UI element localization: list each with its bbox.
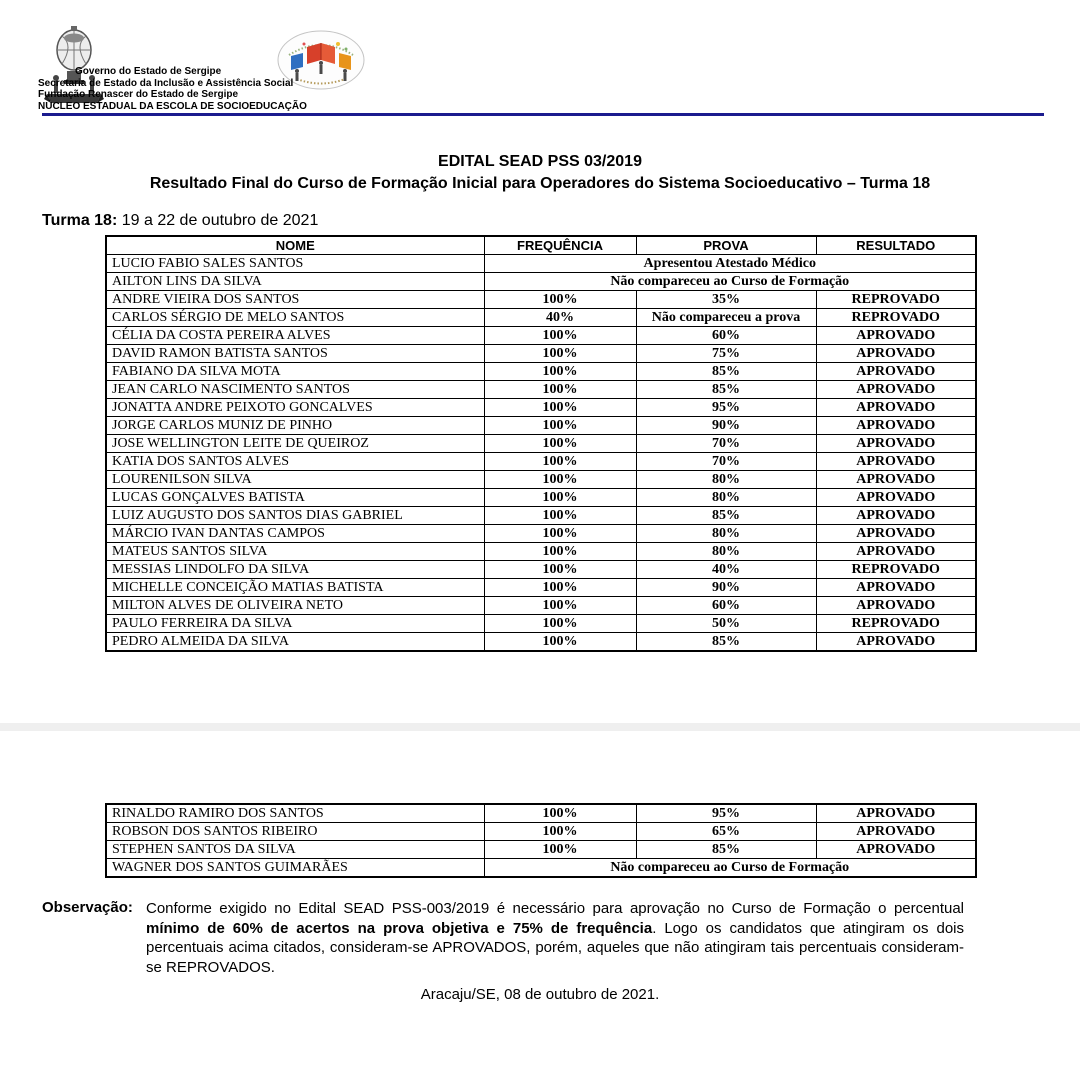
result-cell: APROVADO — [816, 417, 976, 435]
exam-score-cell: 90% — [636, 579, 816, 597]
table-row — [106, 273, 976, 291]
table-row — [106, 804, 976, 823]
frequency-cell: 100% — [484, 471, 636, 489]
table-row — [106, 615, 976, 633]
candidate-name-cell: MILTON ALVES DE OLIVEIRA NETO — [106, 597, 484, 615]
org-line-secretaria: Secretaria de Estado da Inclusão e Assistência Social — [38, 77, 294, 89]
frequency-cell: 100% — [484, 345, 636, 363]
org-line-nucleo: NÚCLEO ESTADUAL DA ESCOLA DE SOCIOEDUCAÇÃO — [38, 100, 307, 112]
result-cell: REPROVADO — [816, 291, 976, 309]
exam-score-cell: 60% — [636, 597, 816, 615]
exam-score-cell: 85% — [636, 381, 816, 399]
merged-status-cell: Não compareceu ao Curso de Formação — [484, 273, 976, 291]
exam-score-cell: 80% — [636, 489, 816, 507]
exam-score-cell: 95% — [636, 399, 816, 417]
result-cell: APROVADO — [816, 525, 976, 543]
candidate-name-cell: CÉLIA DA COSTA PEREIRA ALVES — [106, 327, 484, 345]
result-cell: REPROVADO — [816, 615, 976, 633]
candidate-name-cell: MATEUS SANTOS SILVA — [106, 543, 484, 561]
candidate-name-cell: JONATTA ANDRE PEIXOTO GONCALVES — [106, 399, 484, 417]
exam-score-cell: 90% — [636, 417, 816, 435]
turma-dates-line — [42, 212, 318, 230]
turma-dates: 19 a 22 de outubro de 2021 — [117, 212, 319, 229]
frequency-cell: 100% — [484, 823, 636, 841]
frequency-cell: 100% — [484, 363, 636, 381]
observacao-text-segment: mínimo de 60% de acertos na prova objetiva e 75% de frequência — [146, 919, 653, 937]
exam-score-cell: 70% — [636, 435, 816, 453]
table-row — [106, 381, 976, 399]
candidate-name-cell: DAVID RAMON BATISTA SANTOS — [106, 345, 484, 363]
observacao-text-segment: Conforme exigido no Edital SEAD PSS-003/2019 é necessário para aprovação no Curso de Formação o percentual — [146, 900, 964, 917]
table-row — [106, 399, 976, 417]
exam-score-cell: 70% — [636, 453, 816, 471]
table-row — [106, 525, 976, 543]
candidate-name-cell: ANDRE VIEIRA DOS SANTOS — [106, 291, 484, 309]
table-row — [106, 255, 976, 273]
exam-score-cell: 85% — [636, 633, 816, 652]
result-cell: APROVADO — [816, 363, 976, 381]
candidate-name-cell: CARLOS SÉRGIO DE MELO SANTOS — [106, 309, 484, 327]
exam-score-cell: 65% — [636, 823, 816, 841]
candidate-name-cell: AILTON LINS DA SILVA — [106, 273, 484, 291]
exam-score-cell: 50% — [636, 615, 816, 633]
page-break-band — [0, 723, 1080, 731]
org-line-fundacao: Fundação Renascer do Estado de Sergipe — [38, 89, 239, 100]
table-row — [106, 291, 976, 309]
observacao-text-segment: . Logo os candidatos que atingiram os dois percentuais acima citados, consideram-se APROVADOS, porém, aqueles que não atingiram tais percentuais consideram-se REPROVADOS. — [146, 919, 964, 976]
table-row — [106, 597, 976, 615]
result-cell: APROVADO — [816, 579, 976, 597]
observacao-label: Observação: — [42, 899, 133, 916]
merged-status-cell: Não compareceu ao Curso de Formação — [484, 859, 976, 878]
table-row — [106, 435, 976, 453]
exam-score-cell: 85% — [636, 507, 816, 525]
frequency-cell: 100% — [484, 417, 636, 435]
table-row — [106, 823, 976, 841]
table-row — [106, 417, 976, 435]
candidate-name-cell: LOURENILSON SILVA — [106, 471, 484, 489]
candidate-name-cell: PAULO FERREIRA DA SILVA — [106, 615, 484, 633]
exam-score-cell: 85% — [636, 841, 816, 859]
exam-score-cell: 80% — [636, 471, 816, 489]
candidate-name-cell: LUIZ AUGUSTO DOS SANTOS DIAS GABRIEL — [106, 507, 484, 525]
exam-score-cell: 60% — [636, 327, 816, 345]
header-frequencia: FREQUÊNCIA — [484, 236, 636, 255]
edital-title: EDITAL SEAD PSS 03/2019 — [438, 153, 642, 170]
frequency-cell: 100% — [484, 579, 636, 597]
results-table-page1 — [105, 235, 977, 652]
org-line-governo: Governo do Estado de Sergipe — [75, 66, 222, 77]
result-cell: APROVADO — [816, 435, 976, 453]
table-row — [106, 859, 976, 878]
candidate-name-cell: MÁRCIO IVAN DANTAS CAMPOS — [106, 525, 484, 543]
result-cell: APROVADO — [816, 841, 976, 859]
exam-score-cell: 80% — [636, 543, 816, 561]
result-cell: APROVADO — [816, 399, 976, 417]
place-date-line: Aracaju/SE, 08 de outubro de 2021. — [420, 986, 660, 1003]
frequency-cell: 100% — [484, 507, 636, 525]
table-row — [106, 453, 976, 471]
exam-score-cell: 75% — [636, 345, 816, 363]
merged-status-cell: Apresentou Atestado Médico — [484, 255, 976, 273]
frequency-cell: 100% — [484, 399, 636, 417]
table-row — [106, 471, 976, 489]
frequency-cell: 100% — [484, 525, 636, 543]
frequency-cell: 100% — [484, 435, 636, 453]
result-cell: APROVADO — [816, 489, 976, 507]
result-cell: APROVADO — [816, 381, 976, 399]
exam-score-cell: 80% — [636, 525, 816, 543]
table-row — [106, 841, 976, 859]
frequency-cell: 100% — [484, 543, 636, 561]
result-cell: APROVADO — [816, 543, 976, 561]
result-cell: APROVADO — [816, 633, 976, 652]
table-row — [106, 507, 976, 525]
frequency-cell: 100% — [484, 381, 636, 399]
candidate-name-cell: LUCIO FABIO SALES SANTOS — [106, 255, 484, 273]
header-resultado: RESULTADO — [816, 236, 976, 255]
turma-label: Turma 18: — [42, 212, 118, 229]
candidate-name-cell: STEPHEN SANTOS DA SILVA — [106, 841, 484, 859]
frequency-cell: 100% — [484, 841, 636, 859]
results-table-page2 — [105, 803, 977, 878]
table-row — [106, 579, 976, 597]
header-nome: NOME — [106, 236, 484, 255]
header-prova: PROVA — [636, 236, 816, 255]
candidate-name-cell: RINALDO RAMIRO DOS SANTOS — [106, 804, 484, 823]
candidate-name-cell: KATIA DOS SANTOS ALVES — [106, 453, 484, 471]
frequency-cell: 100% — [484, 804, 636, 823]
exam-score-cell: 35% — [636, 291, 816, 309]
candidate-name-cell: WAGNER DOS SANTOS GUIMARÃES — [106, 859, 484, 878]
table-row — [106, 543, 976, 561]
exam-score-cell: 95% — [636, 804, 816, 823]
candidate-name-cell: LUCAS GONÇALVES BATISTA — [106, 489, 484, 507]
result-cell: APROVADO — [816, 345, 976, 363]
table-row — [106, 489, 976, 507]
result-cell: APROVADO — [816, 327, 976, 345]
candidate-name-cell: FABIANO DA SILVA MOTA — [106, 363, 484, 381]
frequency-cell: 100% — [484, 615, 636, 633]
table-row — [106, 327, 976, 345]
document-subtitle: Resultado Final do Curso de Formação Inicial para Operadores do Sistema Socioeducativo – Turma 18 — [149, 175, 931, 192]
org-header-block — [38, 66, 307, 112]
frequency-cell: 100% — [484, 561, 636, 579]
candidate-name-cell: MESSIAS LINDOLFO DA SILVA — [106, 561, 484, 579]
observacao-text — [146, 899, 964, 977]
candidate-name-cell: JOSE WELLINGTON LEITE DE QUEIROZ — [106, 435, 484, 453]
table-header-row — [106, 236, 976, 255]
result-cell: APROVADO — [816, 804, 976, 823]
table-row — [106, 309, 976, 327]
table-row — [106, 633, 976, 652]
table-row — [106, 363, 976, 381]
frequency-cell: 40% — [484, 309, 636, 327]
result-cell: APROVADO — [816, 453, 976, 471]
table-row — [106, 345, 976, 363]
exam-score-cell: 85% — [636, 363, 816, 381]
header-divider-rule — [42, 113, 1044, 116]
frequency-cell: 100% — [484, 633, 636, 652]
candidate-name-cell: ROBSON DOS SANTOS RIBEIRO — [106, 823, 484, 841]
frequency-cell: 100% — [484, 597, 636, 615]
result-cell: APROVADO — [816, 507, 976, 525]
result-cell: REPROVADO — [816, 561, 976, 579]
result-cell: REPROVADO — [816, 309, 976, 327]
result-cell: APROVADO — [816, 471, 976, 489]
result-cell: APROVADO — [816, 823, 976, 841]
candidate-name-cell: PEDRO ALMEIDA DA SILVA — [106, 633, 484, 652]
exam-score-cell: Não compareceu a prova — [636, 309, 816, 327]
candidate-name-cell: JEAN CARLO NASCIMENTO SANTOS — [106, 381, 484, 399]
table-row — [106, 561, 976, 579]
candidate-name-cell: JORGE CARLOS MUNIZ DE PINHO — [106, 417, 484, 435]
frequency-cell: 100% — [484, 327, 636, 345]
exam-score-cell: 40% — [636, 561, 816, 579]
frequency-cell: 100% — [484, 489, 636, 507]
candidate-name-cell: MICHELLE CONCEIÇÃO MATIAS BATISTA — [106, 579, 484, 597]
frequency-cell: 100% — [484, 291, 636, 309]
result-cell: APROVADO — [816, 597, 976, 615]
frequency-cell: 100% — [484, 453, 636, 471]
